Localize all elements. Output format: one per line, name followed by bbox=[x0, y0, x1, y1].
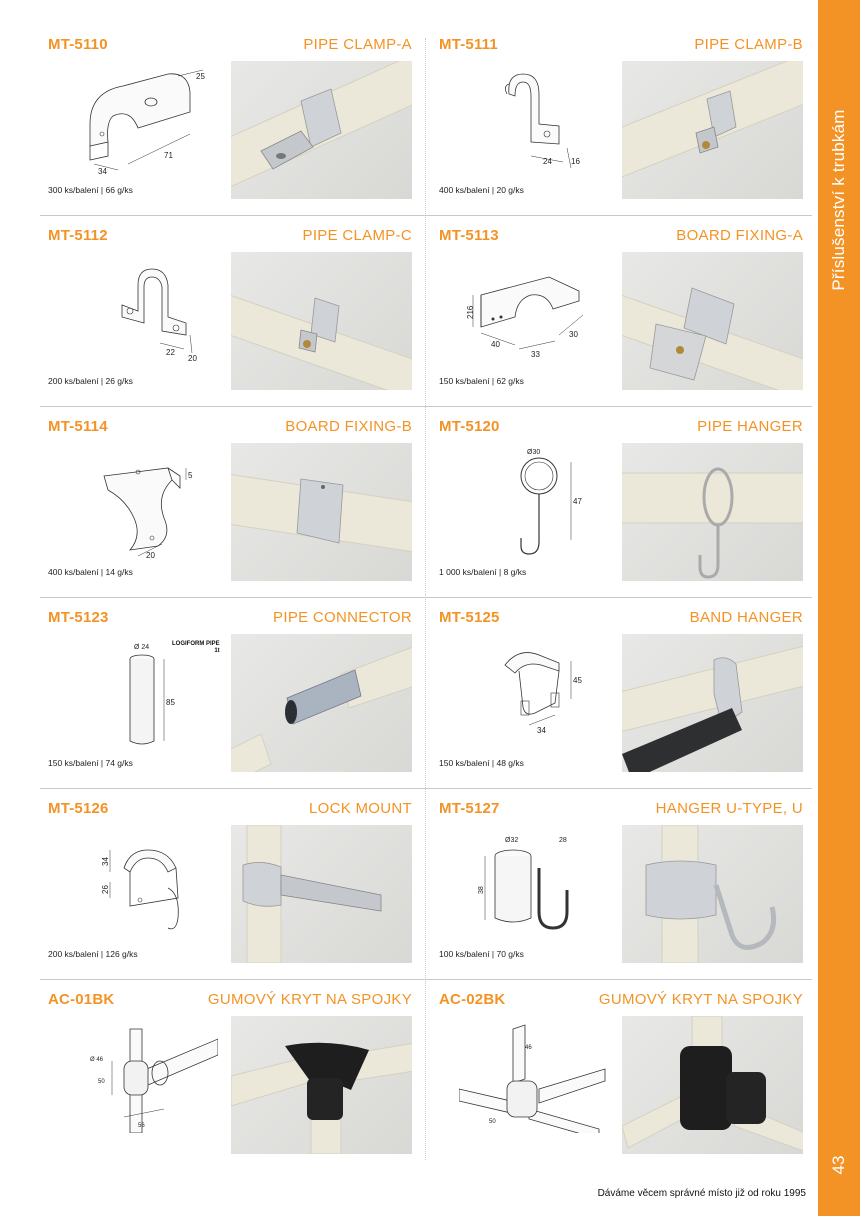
product-photo bbox=[622, 443, 803, 581]
product-name: LOCK MOUNT bbox=[308, 800, 412, 817]
dimension-label: 28 bbox=[559, 837, 567, 844]
product-card bbox=[48, 219, 420, 403]
dimension-label: 20 bbox=[188, 354, 197, 363]
product-photo bbox=[231, 443, 412, 581]
packaging-info: 400 ks/balení | 20 g/ks bbox=[439, 185, 524, 195]
dimension-label: 56 bbox=[138, 1123, 145, 1129]
dimension-label: 38 bbox=[478, 886, 485, 894]
packaging-info: 150 ks/balení | 62 g/ks bbox=[439, 376, 524, 386]
product-photo bbox=[231, 634, 412, 772]
product-name: BOARD FIXING-B bbox=[285, 418, 412, 435]
dimension-label: 50 bbox=[98, 1079, 105, 1085]
technical-drawing bbox=[68, 828, 218, 942]
product-row bbox=[40, 983, 812, 1173]
product-card bbox=[439, 601, 811, 785]
category-sidebar bbox=[818, 0, 860, 1216]
dimension-label: 26 bbox=[101, 885, 110, 894]
product-row bbox=[40, 28, 812, 218]
product-row bbox=[40, 219, 812, 409]
dimension-label: 5 bbox=[188, 471, 193, 480]
product-photo bbox=[622, 1016, 803, 1154]
product-photo bbox=[231, 252, 412, 390]
product-code: MT-5125 bbox=[439, 609, 500, 626]
dimension-label: 47 bbox=[573, 497, 582, 506]
product-name: PIPE CLAMP-A bbox=[303, 36, 412, 53]
product-row bbox=[40, 410, 812, 600]
dimension-label: Ø 46 bbox=[90, 1057, 104, 1063]
product-code: MT-5120 bbox=[439, 418, 500, 435]
dimension-label: 25 bbox=[196, 72, 205, 81]
page-number: 43 bbox=[829, 1155, 848, 1175]
product-card bbox=[439, 28, 811, 212]
product-name: GUMOVÝ KRYT NA SPOJKY bbox=[598, 991, 803, 1008]
sidebar-title: Příslušenství k trubkám bbox=[829, 109, 848, 291]
product-photo bbox=[231, 825, 412, 963]
pipe-note: LOGIFORM PIPE 1t bbox=[172, 641, 220, 654]
technical-drawing bbox=[68, 446, 218, 560]
dimension-label: Ø32 bbox=[505, 837, 519, 844]
dimension-label: 24 bbox=[543, 157, 552, 166]
product-row bbox=[40, 601, 812, 791]
dimension-label: Ø30 bbox=[527, 449, 541, 456]
product-code: MT-5112 bbox=[48, 227, 108, 244]
dimension-label: 34 bbox=[537, 726, 546, 735]
product-photo bbox=[231, 1016, 412, 1154]
product-card bbox=[439, 983, 811, 1167]
product-card bbox=[439, 410, 811, 594]
product-code: MT-5110 bbox=[48, 36, 108, 53]
product-name: PIPE CLAMP-C bbox=[302, 227, 412, 244]
packaging-info: 150 ks/balení | 48 g/ks bbox=[439, 758, 524, 768]
technical-drawing bbox=[68, 64, 218, 178]
dimension-label: 34 bbox=[101, 857, 110, 866]
product-code: MT-5111 bbox=[439, 36, 498, 53]
dimension-label: 46 bbox=[525, 1045, 532, 1051]
product-name: PIPE CONNECTOR bbox=[273, 609, 412, 626]
dimension-label: 33 bbox=[531, 350, 540, 359]
technical-drawing bbox=[459, 446, 609, 560]
packaging-info: 200 ks/balení | 126 g/ks bbox=[48, 949, 138, 959]
technical-drawing bbox=[68, 637, 218, 751]
product-row bbox=[40, 792, 812, 982]
product-card bbox=[48, 792, 420, 976]
product-photo bbox=[622, 634, 803, 772]
product-code: MT-5114 bbox=[48, 418, 108, 435]
row-divider bbox=[40, 979, 812, 980]
product-name: PIPE CLAMP-B bbox=[694, 36, 803, 53]
product-name: BOARD FIXING-A bbox=[676, 227, 803, 244]
dimension-label: 34 bbox=[98, 167, 107, 176]
product-card bbox=[48, 983, 420, 1167]
product-photo bbox=[622, 825, 803, 963]
product-code: MT-5113 bbox=[439, 227, 499, 244]
dimension-label: 50 bbox=[489, 1119, 496, 1125]
product-card bbox=[439, 219, 811, 403]
product-code: MT-5127 bbox=[439, 800, 500, 817]
product-photo bbox=[622, 61, 803, 199]
row-divider bbox=[40, 406, 812, 407]
dimension-label: 16 bbox=[571, 157, 580, 166]
packaging-info: 150 ks/balení | 74 g/ks bbox=[48, 758, 133, 768]
dimension-label: 22 bbox=[166, 348, 175, 357]
product-name: BAND HANGER bbox=[689, 609, 803, 626]
product-card bbox=[48, 410, 420, 594]
dimension-label: 45 bbox=[573, 676, 582, 685]
technical-drawing bbox=[68, 255, 218, 369]
dimension-label: 216 bbox=[466, 305, 475, 319]
product-card bbox=[48, 601, 420, 785]
product-photo bbox=[622, 252, 803, 390]
technical-drawing bbox=[459, 1019, 609, 1133]
dimension-label: 71 bbox=[164, 151, 173, 160]
dimension-label: 20 bbox=[146, 551, 155, 560]
dimension-label: 40 bbox=[491, 340, 500, 349]
technical-drawing bbox=[459, 255, 609, 369]
dimension-label: 85 bbox=[166, 698, 175, 707]
row-divider bbox=[40, 788, 812, 789]
product-code: MT-5126 bbox=[48, 800, 109, 817]
technical-drawing bbox=[459, 637, 609, 751]
row-divider bbox=[40, 215, 812, 216]
packaging-info: 400 ks/balení | 14 g/ks bbox=[48, 567, 133, 577]
technical-drawing bbox=[459, 828, 609, 942]
technical-drawing bbox=[459, 64, 609, 178]
packaging-info: 1 000 ks/balení | 8 g/ks bbox=[439, 567, 527, 577]
technical-drawing bbox=[68, 1019, 218, 1133]
product-name: GUMOVÝ KRYT NA SPOJKY bbox=[207, 991, 412, 1008]
dimension-label: 30 bbox=[569, 330, 578, 339]
footer-slogan: Dáváme věcem správné místo již od roku 1995 bbox=[597, 1188, 806, 1199]
row-divider bbox=[40, 597, 812, 598]
product-card bbox=[48, 28, 420, 212]
product-card bbox=[439, 792, 811, 976]
dimension-label: Ø 24 bbox=[134, 644, 150, 651]
product-name: HANGER U-TYPE, U bbox=[655, 800, 803, 817]
product-code: AC-02BK bbox=[439, 991, 506, 1008]
product-code: MT-5123 bbox=[48, 609, 109, 626]
product-code: AC-01BK bbox=[48, 991, 115, 1008]
packaging-info: 200 ks/balení | 26 g/ks bbox=[48, 376, 133, 386]
packaging-info: 300 ks/balení | 66 g/ks bbox=[48, 185, 133, 195]
packaging-info: 100 ks/balení | 70 g/ks bbox=[439, 949, 524, 959]
product-photo bbox=[231, 61, 412, 199]
product-name: PIPE HANGER bbox=[697, 418, 803, 435]
